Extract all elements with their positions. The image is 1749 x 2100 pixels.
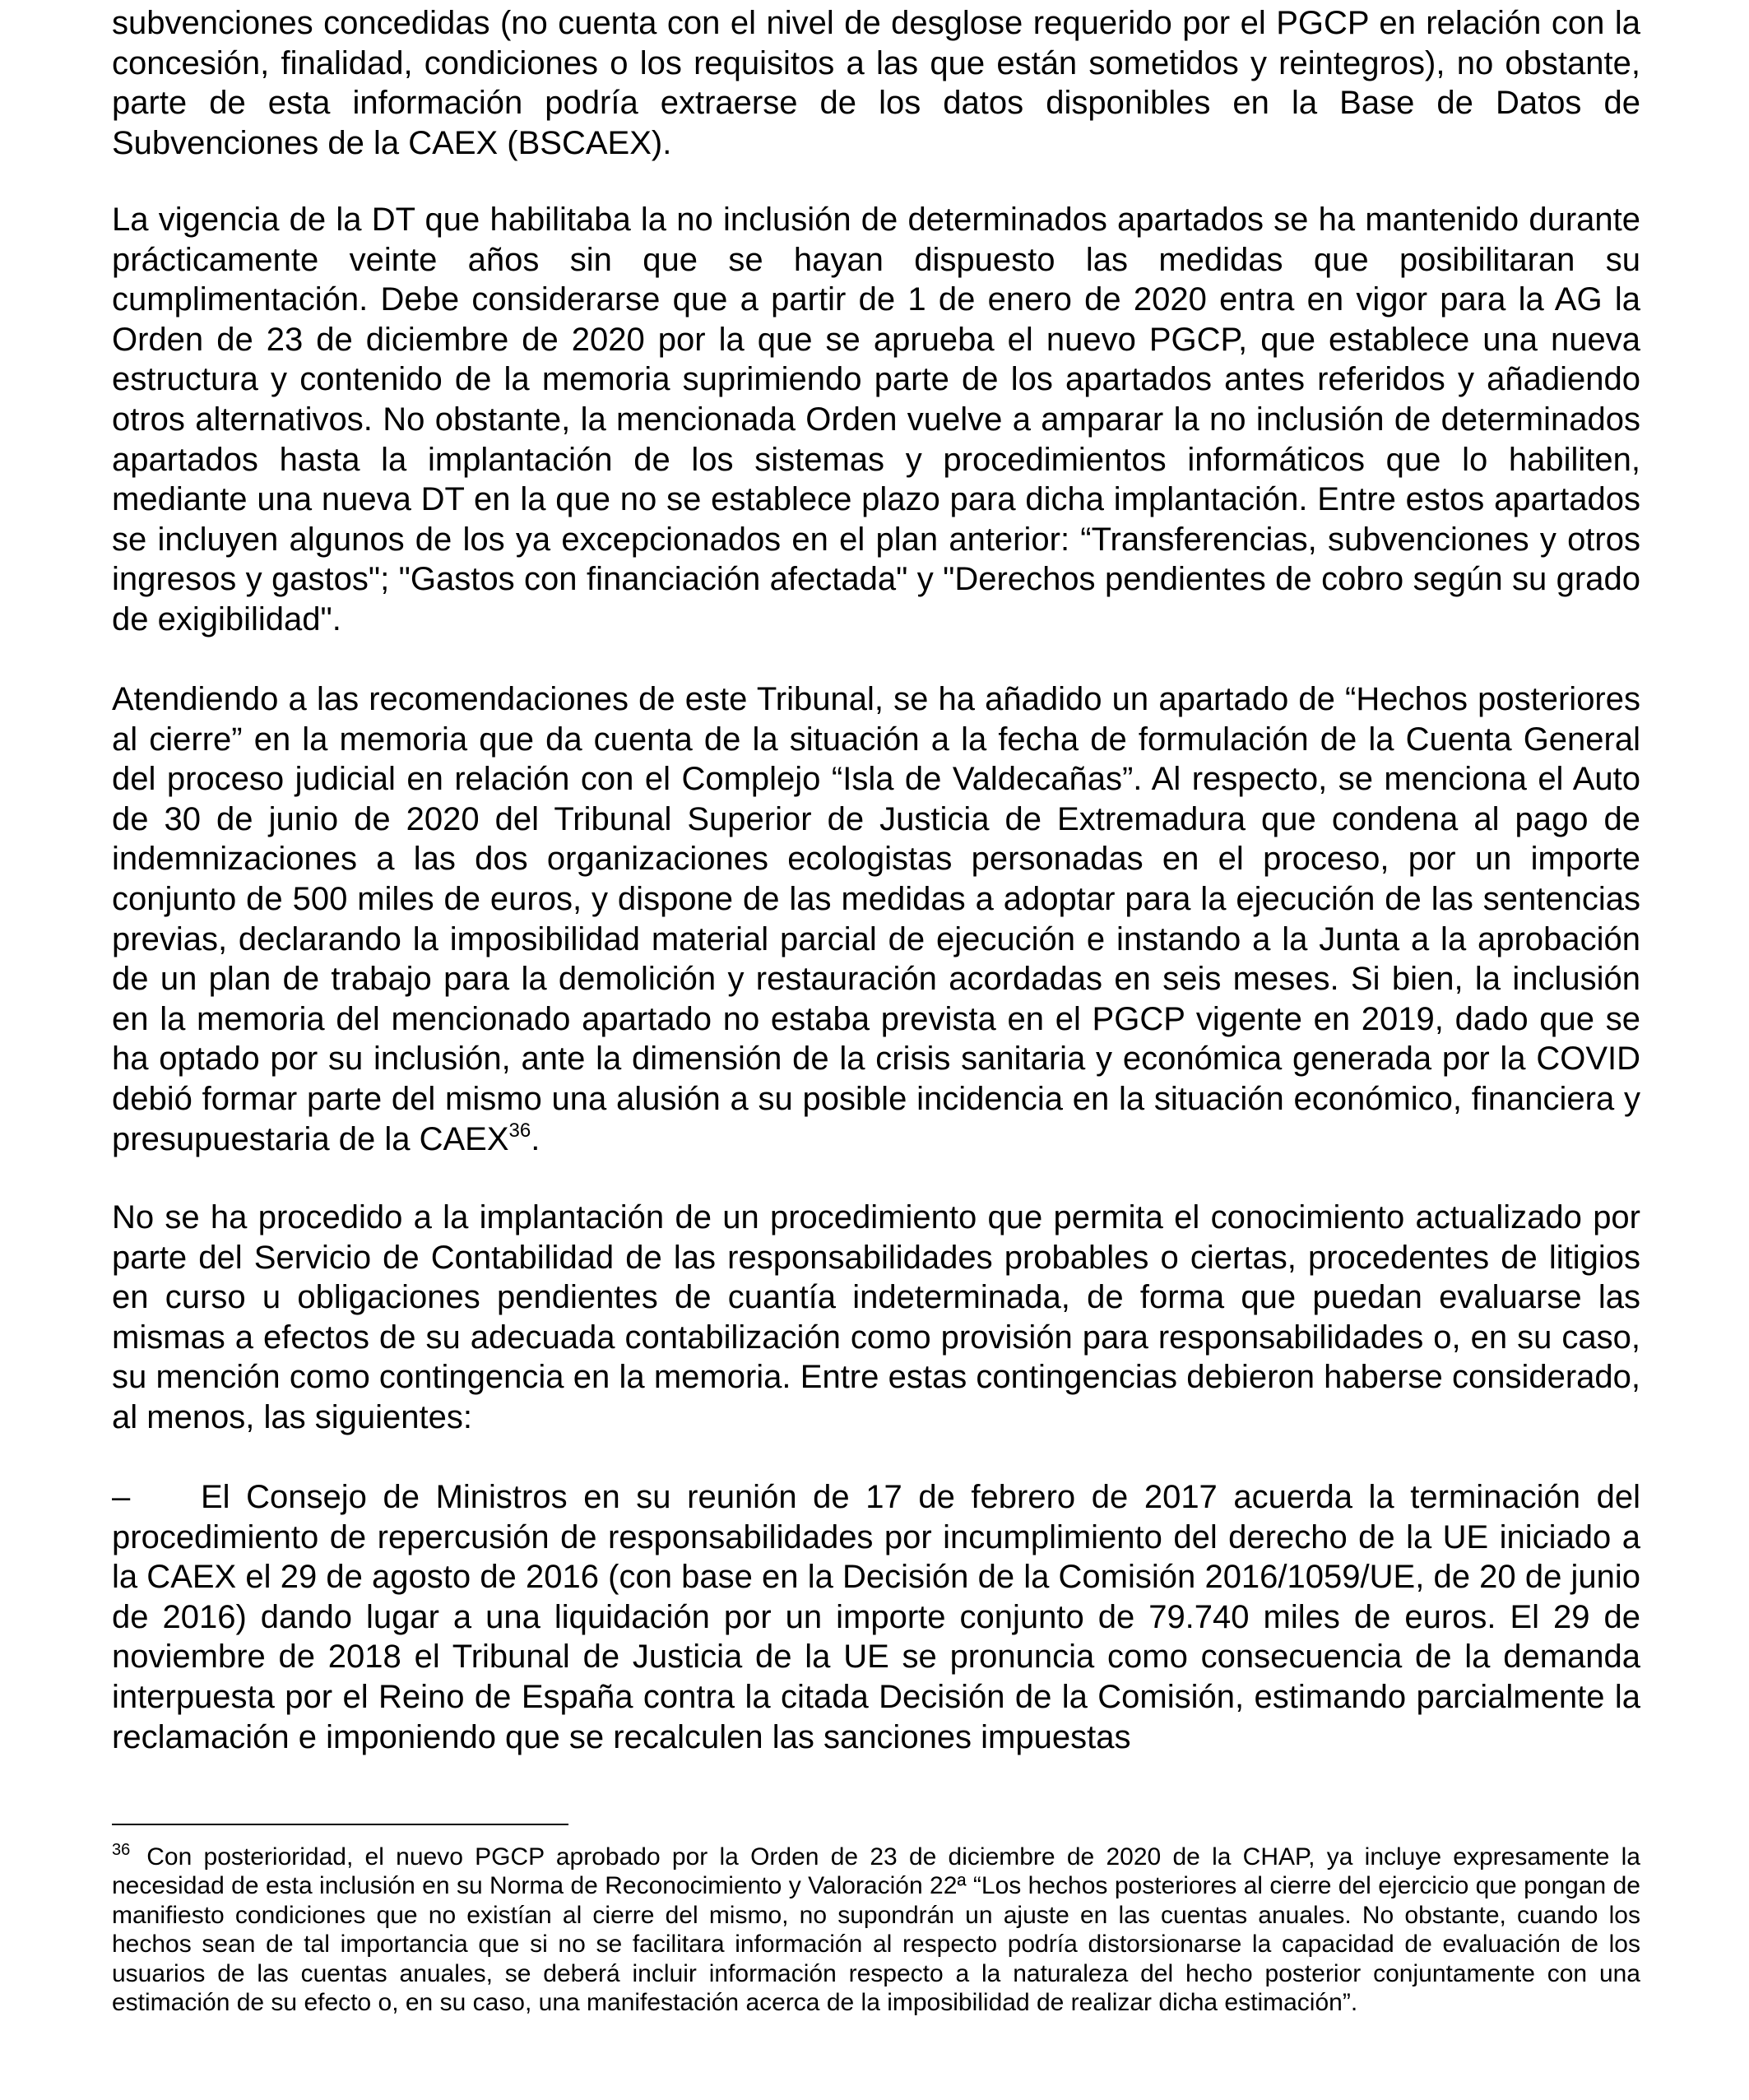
footnote-text: Con posterioridad, el nuevo PGCP aprobado por la Orden de 23 de diciembre de 2020 de la CHAP, ya incluye expresamente la necesidad de esta inclusión en su Norma de Reconocimiento y Valoración 22ª “Los hechos posteriores al cierre del ejercicio que pongan de manifiesto condiciones que no existían al cierre del mismo, no supondrán un ajuste en las cuentas anuales. No obstante, cuando los hechos sean de tal importancia que si no se facilitara información al respecto podría distorsionarse la capacidad de evaluación de los usuarios de las cuentas anuales, se deberá incluir información respecto a la naturaleza del hecho posterior conjuntamente con una estimación de su efecto o, en su caso, una manifestación acerca de la imposibilidad de realizar dicha estimación”. [112, 1843, 1640, 2017]
paragraph-subvenciones [112, 3, 1640, 163]
list-item-consejo-ministros [112, 1477, 1640, 1757]
paragraph-text: Atendiendo a las recomendaciones de este Tribunal, se ha añadido un apartado de “Hechos posteriores al cierre” en la memoria que da cuenta de la situación a la fecha de formulación de la Cuenta General del proceso judicial en relación con el Complejo “Isla de Valdecañas”. Al respecto, se menciona el Auto de 30 de junio de 2020 del Tribunal Superior de Justicia de Extremadura que condena al pago de indemnizaciones a las dos organizaciones ecologistas personadas en el proceso, por un importe conjunto de 500 miles de euros, y dispone de las medidas a adoptar para la ejecución de las sentencias previas, declarando la imposibilidad material parcial de ejecución e instando a la Junta a la aprobación de un plan de trabajo para la demolición y restauración acordadas en seis meses. Si bien, la inclusión en la memoria del mencionado apartado no estaba prevista en el PGCP vigente en 2019, dado que se ha optado por su inclusión, ante la dimensión de la crisis sanitaria y económica generada por la COVID debió formar parte del mismo una alusión a su posible incidencia en la situación económico, financiera y presupuestaria de la CAEX [112, 681, 1640, 1157]
footnote-reference[interactable]: 36 [508, 1119, 531, 1142]
paragraph-text: No se ha procedido a la implantación de un procedimiento que permita el conocimiento actualizado por parte del Servicio de Contabilidad de las responsabilidades probables o ciertas, procedentes de litigios en curso u obligaciones pendientes de cuantía indeterminada, de forma que puedan evaluarse las mismas a efectos de su adecuada contabilización como provisión para responsabilidades o, en su caso, su mención como contingencia en la memoria. Entre estas contingencias debieron haberse considerado, al menos, las siguientes: [112, 1199, 1640, 1435]
footnote-number: 36 [112, 1841, 131, 1859]
paragraph-hechos-posteriores [112, 679, 1640, 1159]
footnote-36 [112, 1843, 1640, 2017]
list-dash-marker: – [112, 1479, 131, 1515]
list-item-text: El Consejo de Ministros en su reunión de 17 de febrero de 2017 acuerda la terminación del procedimiento de repercusión de responsabilidades por incumplimiento del derecho de la UE iniciado a la CAEX el 29 de agosto de 2016 (con base en la Decisión de la Comisión 2016/1059/UE, de 20 de junio de 2016) dando lugar a una liquidación por un importe conjunto de 79.740 miles de euros. El 29 de noviembre de 2018 el Tribunal de Justicia de la UE se pronuncia como consecuencia de la demanda interpuesta por el Reino de España contra la citada Decisión de la Comisión, estimando parcialmente la reclamación e imponiendo que se recalculen las sanciones impuestas [112, 1479, 1640, 1755]
paragraph-end-punctuation: . [531, 1120, 540, 1157]
paragraph-text: La vigencia de la DT que habilitaba la no inclusión de determinados apartados se ha mantenido durante prácticamente veinte años sin que se hayan dispuesto las medidas que posibilitaran su cumplimentación. Debe considerarse que a partir de 1 de enero de 2020 entra en vigor para la AG la Orden de 23 de diciembre de 2020 por la que se aprueba el nuevo PGCP, que establece una nueva estructura y contenido de la memoria suprimiendo parte de los apartados antes referidos y añadiendo otros alternativos. No obstante, la mencionada Orden vuelve a amparar la no inclusión de determinados apartados hasta la implantación de los sistemas y procedimientos informáticos que lo habiliten, mediante una nueva DT en la que no se establece plazo para dicha implantación. Entre estos apartados se incluyen algunos de los ya excepcionados en el plan anterior: “Transferencias, subvenciones y otros ingresos y gastos"; "Gastos con financiación afectada" y "Derechos pendientes de cobro según su grado de exigibilidad". [112, 202, 1640, 637]
paragraph-vigencia-dt [112, 200, 1640, 640]
paragraph-text: subvenciones concedidas (no cuenta con el nivel de desglose requerido por el PGCP en relación con la concesión, finalidad, condiciones o los requisitos a las que están sometidos y reintegros), no obstante, parte de esta información podría extraerse de los datos disponibles en la Base de Datos de Subvenciones de la CAEX (BSCAEX). [112, 5, 1640, 161]
footnote-separator [112, 1824, 568, 1825]
paragraph-responsabilidades [112, 1198, 1640, 1438]
